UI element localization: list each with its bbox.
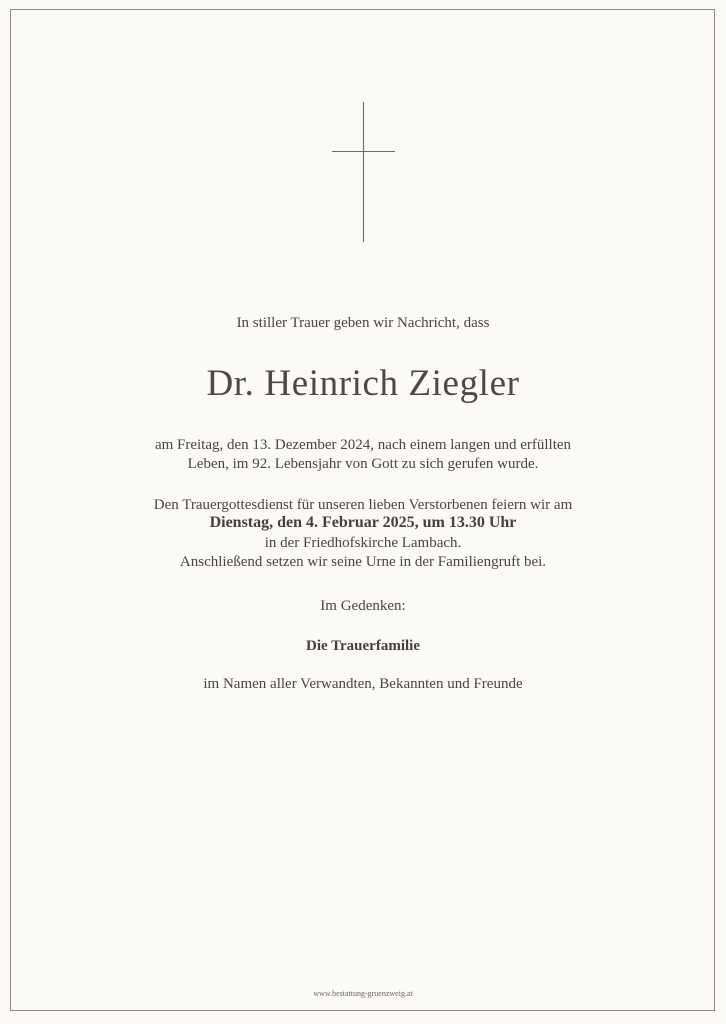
deceased-name: Dr. Heinrich Ziegler — [206, 363, 520, 404]
service-text-line-1: Den Trauergottesdienst für unseren lieben Verstorbenen feiern wir am — [153, 497, 573, 513]
service-date: Dienstag, den 4. Februar 2025, um 13.30 Uhr — [209, 514, 517, 531]
burial-text: Anschließend setzen wir seine Urne in der Familiengruft bei. — [179, 554, 547, 570]
death-text-line-2: Leben, im 92. Lebensjahr von Gott zu sich gerufen wurde. — [187, 456, 539, 472]
relatives-text: im Namen aller Verwandten, Bekannten und Freunde — [203, 676, 523, 692]
family-signature: Die Trauerfamilie — [306, 638, 420, 654]
service-place: in der Friedhofskirche Lambach. — [264, 535, 462, 551]
remembrance-text: Im Gedenken: — [320, 598, 406, 614]
funeral-home-website: www.bestattung-gruenzweig.at — [313, 989, 413, 998]
intro-text: In stiller Trauer geben wir Nachricht, dass — [236, 315, 490, 331]
death-text-line-1: am Freitag, den 13. Dezember 2024, nach einem langen und erfüllten — [154, 437, 572, 453]
